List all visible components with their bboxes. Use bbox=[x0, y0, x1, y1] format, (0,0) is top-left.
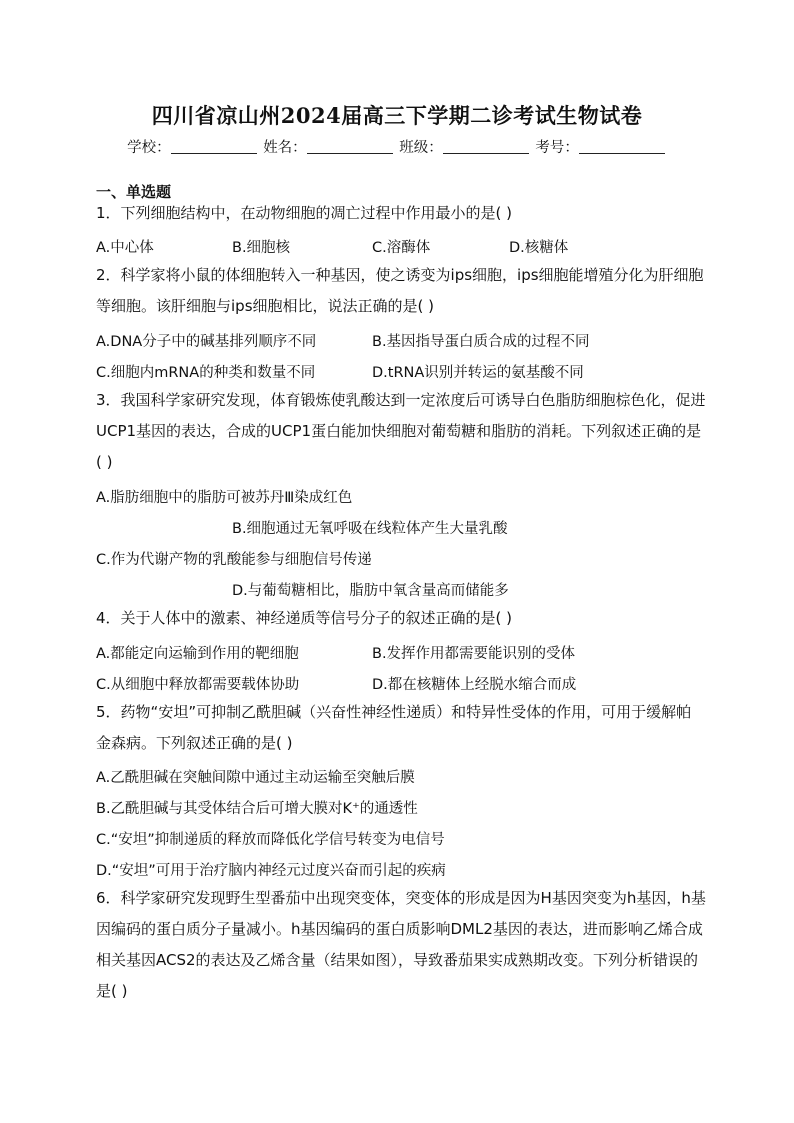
q3-option-d: D.与葡萄糖相比，脂肪中氧含量高而储能多 bbox=[232, 583, 509, 599]
class-label: 班级： bbox=[399, 140, 443, 156]
question-5-stem: 5．药物“安坦”可抑制乙酰胆碱（兴奋性神经性递质）和特异性受体的作用，可用于缓解帕金森病。下列叙述正确的是( ) bbox=[96, 703, 692, 752]
q5-option-a: A.乙酰胆碱在突触间隙中通过主动运输至突触后膜 bbox=[96, 770, 415, 786]
q3-option-c: C.作为代谢产物的乳酸能参与细胞信号传递 bbox=[96, 552, 372, 568]
question-1-stem: 1．下列细胞结构中，在动物细胞的凋亡过程中作用最小的是( ) bbox=[96, 204, 513, 222]
student-info-row bbox=[0, 136, 794, 157]
school-label: 学校： bbox=[127, 140, 171, 156]
number-blank[interactable] bbox=[579, 139, 665, 154]
q1-option-d: D.核糖体 bbox=[509, 240, 569, 256]
q1-option-b: B.细胞核 bbox=[232, 240, 291, 256]
q2-option-a: A.DNA分子中的碱基排列顺序不同 bbox=[96, 334, 317, 350]
q2-option-c: C.细胞内mRNA的种类和数量不同 bbox=[96, 365, 316, 381]
question-4-stem: 4．关于人体中的激素、神经递质等信号分子的叙述正确的是( ) bbox=[96, 609, 513, 627]
school-blank[interactable] bbox=[171, 139, 257, 154]
q4-option-b: B.发挥作用都需要能识别的受体 bbox=[372, 646, 576, 662]
section-heading: 一、单选题 bbox=[96, 183, 172, 201]
question-6-stem: 6．科学家研究发现野生型番茄中出现突变体，突变体的形成是因为H基因突变为h基因，h基因编码的蛋白质分子量减小。h基因编码的蛋白质影响DML2基因的表达，进而影响乙烯合成相关基因ACS2的表达及乙烯含量（结果如图），导致番茄果实成熟期改变。下列分析错误的是( ) bbox=[96, 889, 706, 1000]
q3-option-b: B.细胞通过无氧呼吸在线粒体产生大量乳酸 bbox=[232, 521, 508, 537]
q5-option-b: B.乙酰胆碱与其受体结合后可增大膜对K⁺的通透性 bbox=[96, 801, 418, 817]
name-label: 姓名： bbox=[263, 140, 307, 156]
question-3-stem: 3．我国科学家研究发现，体育锻炼使乳酸达到一定浓度后可诱导白色脂肪细胞棕色化，促进UCP1基因的表达，合成的UCP1蛋白能加快细胞对葡萄糖和脂肪的消耗。下列叙述正确的是( ) bbox=[96, 391, 706, 471]
q4-option-d: D.都在核糖体上经脱水缩合而成 bbox=[372, 677, 577, 693]
q2-option-d: D.tRNA识别并转运的氨基酸不同 bbox=[372, 365, 584, 381]
q2-option-b: B.基因指导蛋白质合成的过程不同 bbox=[372, 334, 590, 350]
q4-option-c: C.从细胞中释放都需要载体协助 bbox=[96, 677, 300, 693]
page-title: 四川省凉山州2024届高三下学期二诊考试生物试卷 bbox=[151, 103, 643, 128]
q5-option-d: D.“安坦”可用于治疗脑内神经元过度兴奋而引起的疾病 bbox=[96, 863, 446, 879]
class-blank[interactable] bbox=[443, 139, 529, 154]
q4-option-a: A.都能定向运输到作用的靶细胞 bbox=[96, 646, 299, 662]
q5-option-c: C.“安坦”抑制递质的释放而降低化学信号转变为电信号 bbox=[96, 832, 445, 848]
q1-option-a: A.中心体 bbox=[96, 240, 154, 256]
q1-option-c: C.溶酶体 bbox=[372, 240, 431, 256]
q3-option-a: A.脂肪细胞中的脂肪可被苏丹Ⅲ染成红色 bbox=[96, 490, 353, 506]
number-label: 考号： bbox=[535, 140, 579, 156]
name-blank[interactable] bbox=[307, 139, 393, 154]
question-2-stem: 2．科学家将小鼠的体细胞转入一种基因，使之诱变为ips细胞，ips细胞能增殖分化为肝细胞等细胞。该肝细胞与ips细胞相比，说法正确的是( ) bbox=[96, 266, 704, 315]
